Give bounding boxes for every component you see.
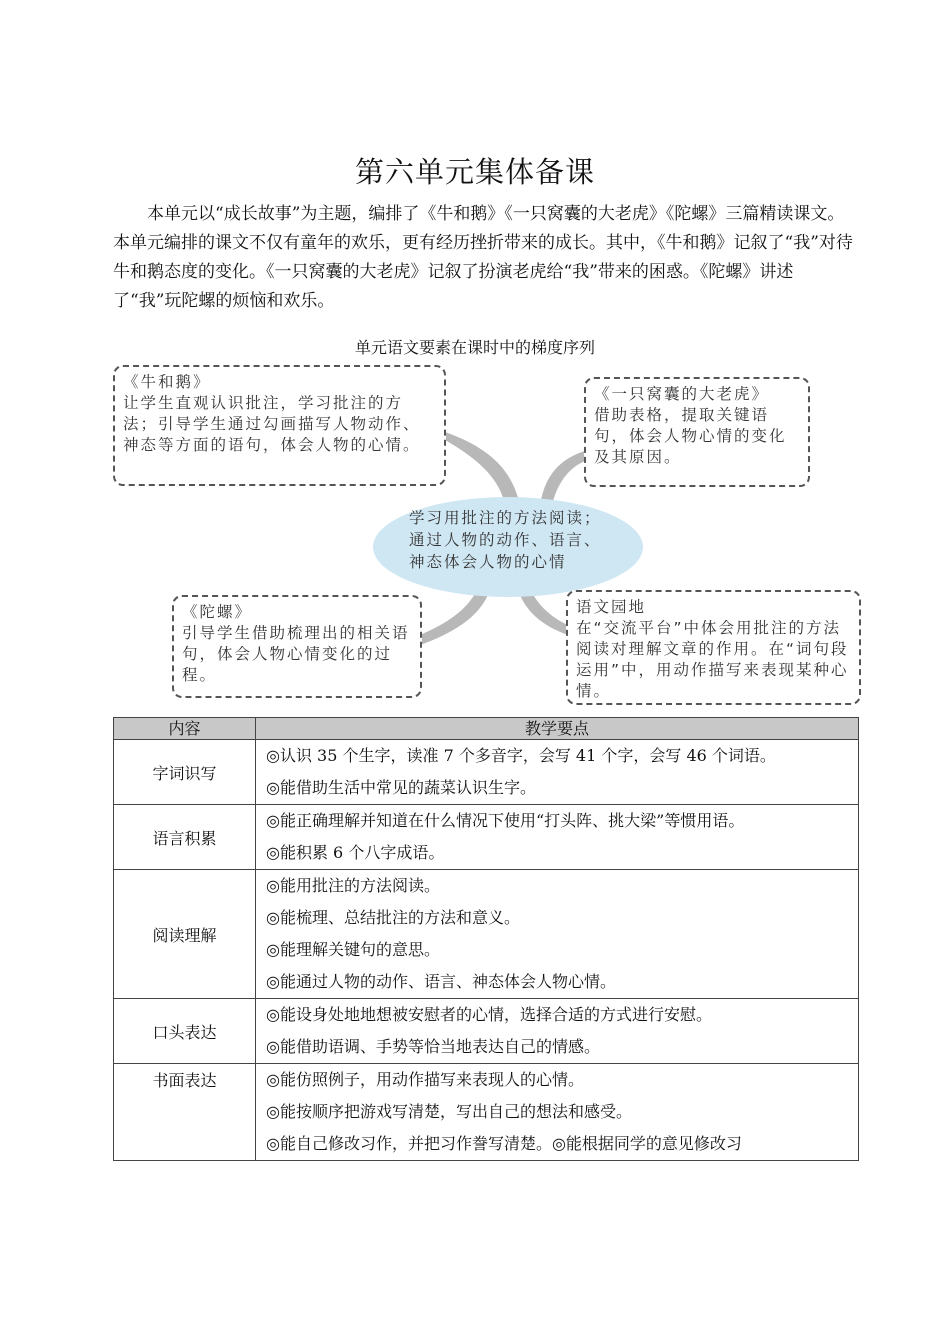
- header-points: 教学要点: [256, 718, 859, 740]
- point-item: ◎能正确理解并知道在什么情况下使用“打头阵、挑大梁”等惯用语。: [266, 811, 745, 830]
- node-text: 引导学生借助梳理出的相关语句，体会人物心情变化的过程。: [182, 624, 410, 684]
- row-points: [256, 870, 859, 999]
- center-line-2: 通过人物的动作、语言、: [409, 531, 602, 549]
- node-tuoluo: [172, 595, 422, 698]
- teaching-points-table: [113, 717, 859, 1161]
- header-content: 内容: [114, 718, 256, 740]
- diagram-title: 单元语文要素在课时中的梯度序列: [354, 338, 595, 357]
- point-item: ◎能通过人物的动作、语言、神态体会人物心情。: [266, 972, 616, 991]
- branch-top-left: [445, 432, 520, 505]
- point-item: ◎认识 35 个生字，读准 7 个多音字，会写 41 个字，会写 46 个词语。: [266, 746, 776, 765]
- center-line-1: 学习用批注的方法阅读；: [409, 509, 602, 527]
- table-row: [114, 740, 859, 805]
- row-category: 语言积累: [114, 805, 256, 870]
- row-category: 书面表达: [114, 1064, 256, 1161]
- table-row: [114, 805, 859, 870]
- row-category: 阅读理解: [114, 870, 256, 999]
- point-item: ◎能借助生活中常见的蔬菜认识生字。: [266, 778, 536, 797]
- node-title: 《陀螺》: [182, 603, 253, 621]
- node-title: 语文园地: [576, 598, 647, 616]
- row-points: [256, 999, 859, 1064]
- node-wonang-laohu: [584, 377, 810, 487]
- node-text: 让学生直观认识批注，学习批注的方法；引导学生通过勾画描写人物动作、神态等方面的语句，体会人物的心情。: [123, 394, 421, 454]
- row-points: [256, 740, 859, 805]
- node-yuwen-yuandi: [566, 590, 861, 705]
- row-points: [256, 805, 859, 870]
- table-row: [114, 1064, 859, 1161]
- node-title: 《一只窝囊的大老虎》: [594, 385, 770, 403]
- branch-bottom-left: [420, 588, 490, 645]
- point-item: ◎能设身处地地想被安慰者的心情，选择合适的方式进行安慰。: [266, 1005, 712, 1024]
- point-item: ◎能积累 6 个八字成语。: [266, 843, 445, 862]
- row-category: 字词识写: [114, 740, 256, 805]
- node-niu-he-e: [113, 365, 446, 486]
- node-text: 借助表格，提取关键语句，体会人物心情的变化及其原因。: [594, 406, 787, 466]
- point-item: ◎能理解关键句的意思。: [266, 940, 440, 959]
- mindmap-center: [373, 497, 643, 597]
- row-category: 口头表达: [114, 999, 256, 1064]
- point-item: ◎能借助语调、手势等恰当地表达自己的情感。: [266, 1037, 600, 1056]
- point-item: ◎能梳理、总结批注的方法和意义。: [266, 908, 520, 927]
- branch-top-right: [540, 450, 588, 505]
- table-row: [114, 870, 859, 999]
- node-title: 《牛和鹅》: [123, 373, 211, 391]
- point-item: ◎能仿照例子，用动作描写来表现人的心情。: [266, 1070, 584, 1089]
- page-title: 第六单元集体备课: [354, 155, 595, 189]
- node-text: 在“交流平台”中体会用批注的方法阅读对理解文章的作用。在“词句段运用”中，用动作描写来表现某种心情。: [576, 619, 849, 700]
- row-points: [256, 1064, 859, 1161]
- center-line-3: 神态体会人物的心情: [409, 553, 567, 571]
- table-header-row: [114, 718, 859, 740]
- point-item: ◎能按顺序把游戏写清楚，写出自己的想法和感受。: [266, 1102, 632, 1121]
- table-row: [114, 999, 859, 1064]
- point-item: ◎能用批注的方法阅读。: [266, 876, 440, 895]
- intro-paragraph: 本单元以“成长故事”为主题，编排了《牛和鹅》《一只窝囊的大老虎》《陀螺》三篇精读课文。本单元编排的课文不仅有童年的欢乐，更有经历挫折带来的成长。其中，《牛和鹅》记叙了“我”对待牛和鹅态度的变化。《一只窝囊的大老虎》记叙了扮演老虎给“我”带来的困惑。《陀螺》讲述了“我”玩陀螺的烦恼和欢乐。: [113, 204, 853, 311]
- point-item: ◎能自己修改习作，并把习作誊写清楚。◎能根据同学的意见修改习: [266, 1134, 742, 1153]
